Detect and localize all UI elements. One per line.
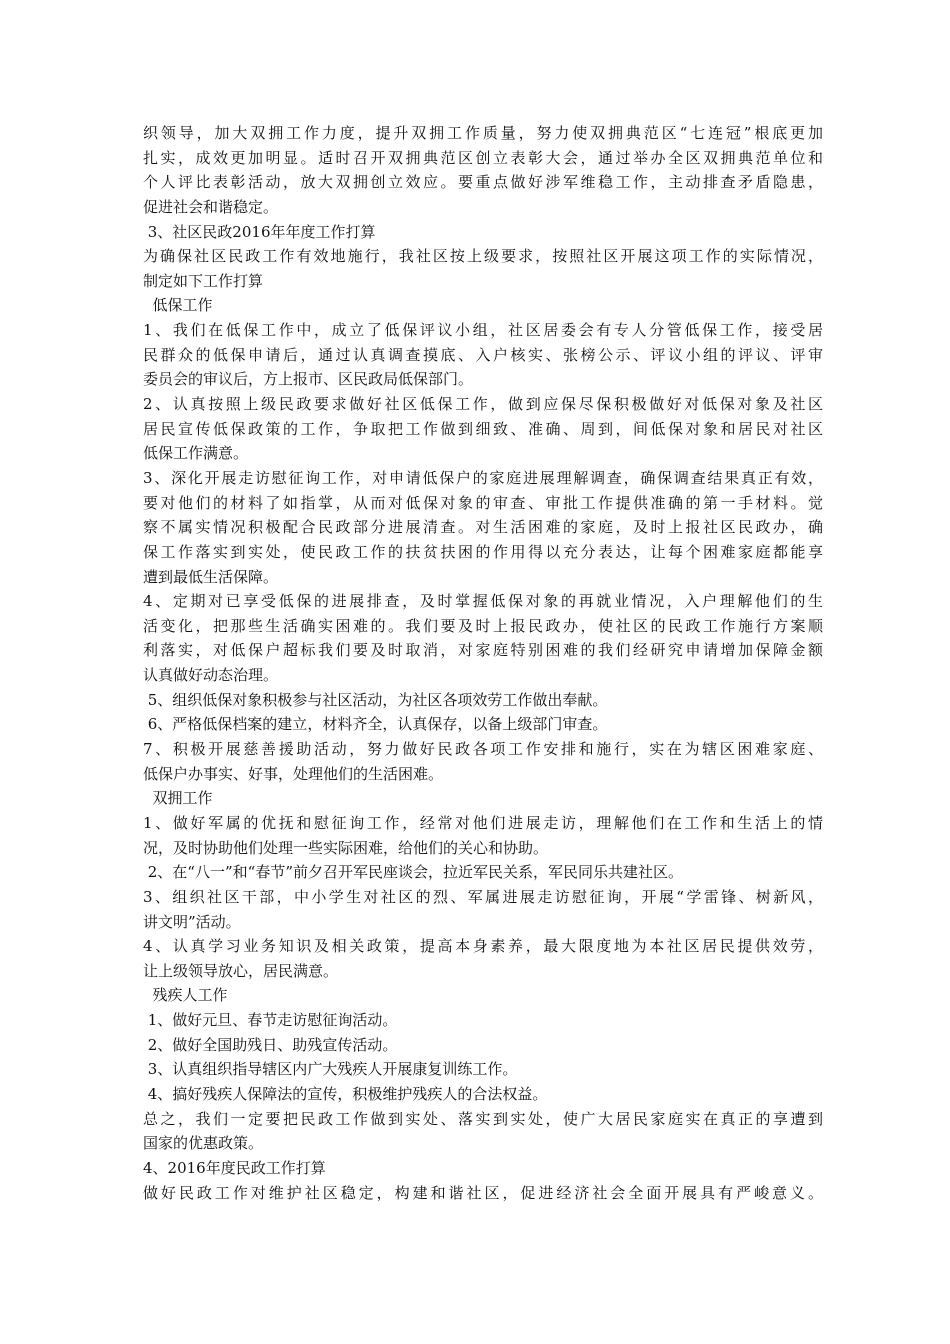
- paragraph-line: 遭到最低生活保障。: [143, 567, 279, 586]
- paragraph-line: 况，及时协助他们处理一些实际困难，给他们的关心和协助。: [143, 838, 549, 857]
- paragraph-line: 6、严格低保档案的建立，材料齐全，认真保存，以备上级部门审查。: [143, 715, 608, 734]
- paragraph-line: 为确保社区民政工作有效地施行，我社区按上级要求，按照社区开展这项工作的实际情况，: [143, 247, 823, 266]
- paragraph-line: 总之，我们一定要把民政工作做到实处、落实到实处，使广大居民家庭实在真正的享遭到: [143, 1109, 823, 1128]
- paragraph-line: 低保户办事实、好事，处理他们的生活困难。: [143, 764, 444, 783]
- paragraph-line: 4、搞好残疾人保障法的宣传，积极维护残疾人的合法权益。: [143, 1084, 548, 1103]
- paragraph-line: 认真做好动态治理。: [143, 666, 279, 685]
- paragraph-line: 3、组织社区干部，中小学生对社区的烈、军属进展走访慰征询，开展“学雷锋、树新风，: [143, 887, 823, 906]
- subsection-heading: 残疾人工作: [143, 986, 228, 1005]
- paragraph-line: 低保工作满意。: [143, 444, 249, 463]
- subsection-heading: 低保工作: [143, 296, 213, 315]
- section-heading: 3、社区民政2016年年度工作打算: [143, 222, 376, 241]
- paragraph-line: 1、做好元旦、春节走访慰征询活动。: [143, 1011, 398, 1030]
- paragraph-line: 国家的优惠政策。: [143, 1134, 264, 1153]
- paragraph-line: 促进社会和谐稳定。: [143, 197, 279, 216]
- paragraph-line: 要对他们的材料了如指掌，从而对低保对象的审查、审批工作提供准确的第一手材料。觉: [143, 493, 823, 512]
- paragraph-line: 讲文明”活动。: [143, 912, 241, 931]
- paragraph-line: 活变化，把那些生活确实困难的。我们要及时上报民政办，使社区的民政工作施行方案顺: [143, 616, 823, 635]
- paragraph-line: 做好民政工作对维护社区稳定，构建和谐社区，促进经济社会全面开展具有严峻意义。: [143, 1183, 823, 1202]
- paragraph-line: 个人评比表彰活动，放大双拥创立效应。要重点做好涉军维稳工作，主动排查矛盾隐患，: [143, 173, 823, 192]
- paragraph-line: 4、定期对已享受低保的进展排查，及时掌握低保对象的再就业情况，入户理解他们的生: [143, 592, 823, 611]
- paragraph-line: 2、认真按照上级民政要求做好社区低保工作，做到应保尽保积极做好对低保对象及社区: [143, 395, 823, 414]
- paragraph-line: 察不属实情况积极配合民政部分进展清查。对生活困难的家庭，及时上报社区民政办，确: [143, 518, 823, 537]
- paragraph-line: 3、认真组织指导辖区内广大残疾人开展康复训练工作。: [143, 1060, 518, 1079]
- paragraph-line: 1、做好军属的优抚和慰征询工作，经常对他们进展走访，理解他们在工作和生活上的情: [143, 813, 823, 832]
- paragraph-line: 5、组织低保对象积极参与社区活动，为社区各项效劳工作做出奉献。: [143, 690, 608, 709]
- paragraph-line: 利落实，对低保户超标我们要及时取消，对家庭特别困难的我们经研究申请增加保障金额: [143, 641, 823, 660]
- paragraph-line: 织领导，加大双拥工作力度，提升双拥工作质量，努力使双拥典范区“七连冠”根底更加: [143, 124, 823, 142]
- paragraph-line: 1、我们在低保工作中，成立了低保评议小组，社区居委会有专人分管低保工作，接受居: [143, 321, 823, 340]
- subsection-heading: 双拥工作: [143, 789, 213, 808]
- paragraph-line: 4、认真学习业务知识及相关政策，提高本身素养，最大限度地为本社区居民提供效劳，: [143, 937, 823, 956]
- document-body: [143, 121, 823, 1205]
- paragraph-line: 2、在“八一”和“春节”前夕召开军民座谈会，拉近军民关系，军民同乐共建社区。: [143, 863, 683, 882]
- section-heading: 4、2016年度民政工作打算: [143, 1158, 326, 1177]
- paragraph-line: 制定如下工作打算: [143, 271, 264, 290]
- paragraph-line: 委员会的审议后，方上报市、区民政局低保部门。: [143, 370, 474, 389]
- paragraph-line: 让上级领导放心，居民满意。: [143, 961, 339, 980]
- paragraph-line: 7、积极开展慈善援助活动，努力做好民政各项工作安排和施行，实在为辖区困难家庭、: [143, 740, 823, 759]
- paragraph-line: 民群众的低保申请后，通过认真调查摸底、入户核实、张榜公示、评议小组的评议、评审: [143, 345, 823, 364]
- paragraph-line: 3、深化开展走访慰征询工作，对申请低保户的家庭进展理解调查，确保调查结果真正有效，: [143, 468, 823, 487]
- paragraph-line: 保工作落实到实处，使民政工作的扶贫扶困的作用得以充分表达，让每个困难家庭都能享: [143, 542, 823, 561]
- paragraph-line: 扎实，成效更加明显。适时召开双拥典范区创立表彰大会，通过举办全区双拥典范单位和: [143, 148, 823, 167]
- paragraph-line: 居民宣传低保政策的工作，争取把工作做到细致、准确、周到，间低保对象和居民对社区: [143, 419, 823, 438]
- paragraph-line: 2、做好全国助残日、助残宣传活动。: [143, 1035, 398, 1054]
